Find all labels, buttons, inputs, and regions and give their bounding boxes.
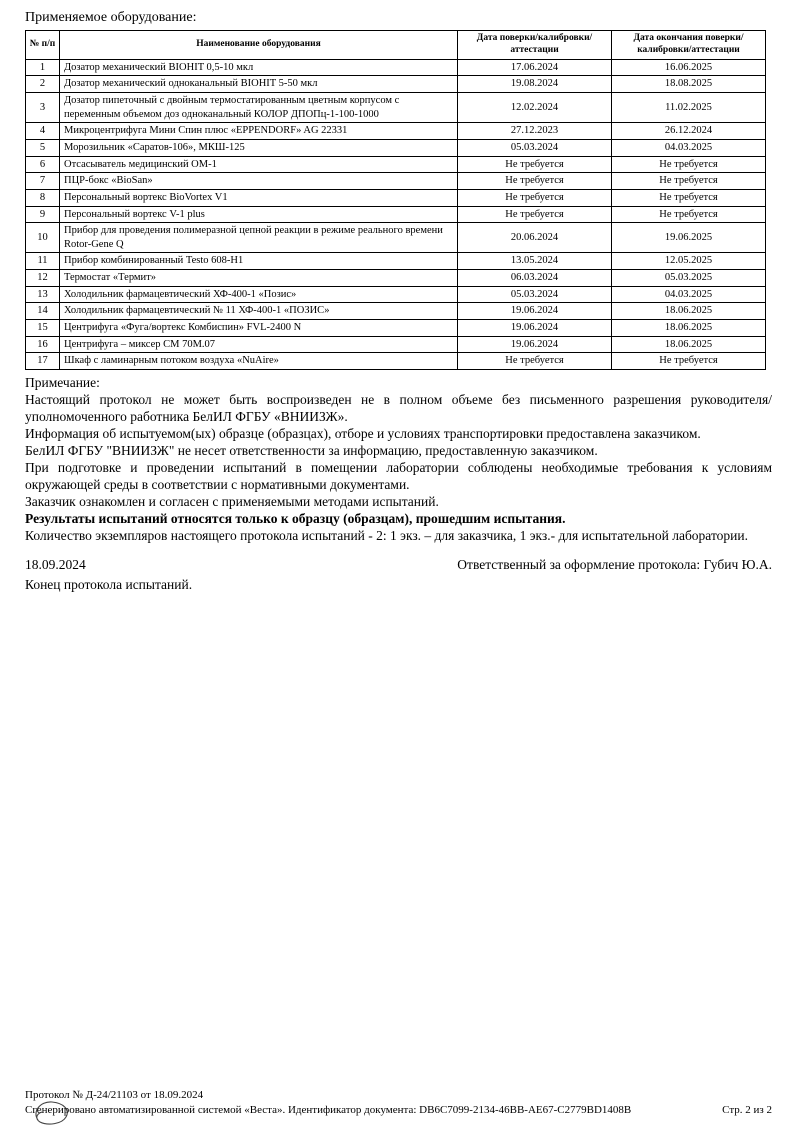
equipment-table-head — [26, 31, 766, 60]
row-number: 14 — [26, 303, 60, 320]
responsible-person: Ответственный за оформление протокола: Губич Ю.А. — [457, 556, 772, 572]
verification-date: 19.06.2024 — [458, 303, 612, 320]
row-number: 10 — [26, 223, 60, 253]
footer-protocol-number: Протокол № Д-24/21103 от 18.09.2024 — [25, 1089, 204, 1101]
equipment-name: Холодильник фармацевтический ХФ-400-1 «Позис» — [60, 286, 458, 303]
table-row — [26, 286, 766, 303]
table-row — [26, 123, 766, 140]
equipment-name: Дозатор механический BIOHIT 0,5-10 мкл — [60, 59, 458, 76]
equipment-name: Холодильник фармацевтический № 11 ХФ-400-1 «ПОЗИС» — [60, 303, 458, 320]
expiry-date: Не требуется — [612, 206, 766, 223]
row-number: 9 — [26, 206, 60, 223]
note-paragraph: Настоящий протокол не может быть воспроизведен не в полном объеме без письменного разрешения руководителя/уполномоченного работника БелИЛ ФГБУ «ВНИИЗЖ». — [25, 391, 772, 424]
header-row — [26, 31, 766, 60]
equipment-name: Морозильник «Саратов-106», МКШ-125 — [60, 139, 458, 156]
expiry-date: 12.05.2025 — [612, 253, 766, 270]
verification-date: 19.06.2024 — [458, 336, 612, 353]
row-number: 13 — [26, 286, 60, 303]
note-paragraph: БелИЛ ФГБУ "ВНИИЗЖ" не несет ответственности за информацию, предоставленную заказчиком. — [25, 442, 598, 458]
page-footer — [25, 1088, 772, 1118]
row-number: 1 — [26, 59, 60, 76]
expiry-date: 16.06.2025 — [612, 59, 766, 76]
expiry-date: 18.08.2025 — [612, 76, 766, 93]
equipment-name: Дозатор пипеточный с двойным термостатированным цветным корпусом с переменным объемом доз одноканальный КОЛОР ДПОПц-1-100-1000 — [60, 93, 458, 123]
table-row — [26, 189, 766, 206]
verification-date: Не требуется — [458, 206, 612, 223]
expiry-date: Не требуется — [612, 156, 766, 173]
header-number: № п/п — [26, 31, 60, 60]
equipment-name: ПЦР-бокс «BioSan» — [60, 173, 458, 190]
table-row — [26, 93, 766, 123]
verification-date: 27.12.2023 — [458, 123, 612, 140]
protocol-date: 18.09.2024 — [25, 556, 86, 572]
expiry-date: 04.03.2025 — [612, 286, 766, 303]
row-number: 5 — [26, 139, 60, 156]
row-number: 3 — [26, 93, 60, 123]
verification-date: 06.03.2024 — [458, 270, 612, 287]
expiry-date: 18.06.2025 — [612, 320, 766, 337]
expiry-date: 05.03.2025 — [612, 270, 766, 287]
row-number: 11 — [26, 253, 60, 270]
table-row — [26, 206, 766, 223]
equipment-name: Персональный вортекс BioVortex V1 — [60, 189, 458, 206]
section-title: Применяемое оборудование: — [25, 10, 197, 25]
signature-row — [25, 556, 772, 573]
equipment-name: Шкаф с ламинарным потоком воздуха «NuAire» — [60, 353, 458, 370]
header-equipment-name: Наименование оборудования — [60, 31, 458, 60]
expiry-date: 04.03.2025 — [612, 139, 766, 156]
table-row — [26, 59, 766, 76]
expiry-date: 18.06.2025 — [612, 303, 766, 320]
expiry-date: Не требуется — [612, 353, 766, 370]
header-expiry-date: Дата окончания поверки/калибровки/аттестации — [612, 31, 766, 60]
row-number: 4 — [26, 123, 60, 140]
equipment-name: Центрифуга «Фуга/вортекс Комбиспин» FVL-2400 N — [60, 320, 458, 337]
row-number: 2 — [26, 76, 60, 93]
table-row — [26, 303, 766, 320]
verification-date: 13.05.2024 — [458, 253, 612, 270]
row-number: 16 — [26, 336, 60, 353]
note-paragraph: Количество экземпляров настоящего протокола испытаний - 2: 1 экз. – для заказчика, 1 экз.- для испытательной лаборатории. — [25, 527, 748, 543]
table-row — [26, 336, 766, 353]
footer-bottom-row — [25, 1103, 772, 1118]
verification-date: 19.08.2024 — [458, 76, 612, 93]
row-number: 15 — [26, 320, 60, 337]
verification-date: 05.03.2024 — [458, 139, 612, 156]
table-row — [26, 253, 766, 270]
table-row — [26, 223, 766, 253]
note-paragraph: При подготовке и проведении испытаний в помещении лаборатории соблюдены необходимые требования к условиям окружающей среды в соответствии с нормативными документами. — [25, 459, 772, 492]
equipment-name: Дозатор механический одноканальный BIOHIT 5-50 мкл — [60, 76, 458, 93]
row-number: 7 — [26, 173, 60, 190]
footer-generated-id: Сгенерировано автоматизированной системой «Веста». Идентификатор документа: DB6C7099-2134-46BB-AE67-C2779BD1408B — [25, 1104, 632, 1116]
verification-date: Не требуется — [458, 173, 612, 190]
table-row — [26, 270, 766, 287]
equipment-name: Микроцентрифуга Мини Спин плюс «EPPENDORF» AG 22331 — [60, 123, 458, 140]
row-number: 12 — [26, 270, 60, 287]
note-paragraph: Заказчик ознакомлен и согласен с применяемыми методами испытаний. — [25, 493, 439, 509]
verification-date: 05.03.2024 — [458, 286, 612, 303]
expiry-date: 26.12.2024 — [612, 123, 766, 140]
table-row — [26, 139, 766, 156]
equipment-name: Прибор комбинированный Testo 608-H1 — [60, 253, 458, 270]
table-row — [26, 173, 766, 190]
expiry-date: 18.06.2025 — [612, 336, 766, 353]
notes-heading: Примечание: — [25, 374, 100, 390]
note-paragraph: Информация об испытуемом(ых) образце (образцах), отборе и условиях транспортировки предоставлена заказчиком. — [25, 425, 701, 441]
table-row — [26, 353, 766, 370]
table-row — [26, 156, 766, 173]
row-number: 8 — [26, 189, 60, 206]
row-number: 17 — [26, 353, 60, 370]
equipment-table-body — [26, 59, 766, 369]
table-row — [26, 76, 766, 93]
verification-date: 20.06.2024 — [458, 223, 612, 253]
expiry-date: 19.06.2025 — [612, 223, 766, 253]
expiry-date: Не требуется — [612, 189, 766, 206]
expiry-date: 11.02.2025 — [612, 93, 766, 123]
table-row — [26, 320, 766, 337]
verification-date: Не требуется — [458, 189, 612, 206]
equipment-name: Персональный вортекс V-1 plus — [60, 206, 458, 223]
verification-date: 17.06.2024 — [458, 59, 612, 76]
equipment-name: Прибор для проведения полимеразной цепной реакции в режиме реального времени Rotor-Gene Q — [60, 223, 458, 253]
verification-date: 19.06.2024 — [458, 320, 612, 337]
end-of-protocol: Конец протокола испытаний. — [25, 576, 193, 592]
note-paragraph-results: Результаты испытаний относятся только к образцу (образцам), прошедшим испытания. — [25, 510, 566, 526]
verification-date: Не требуется — [458, 156, 612, 173]
verification-date: Не требуется — [458, 353, 612, 370]
equipment-table — [25, 30, 766, 370]
row-number: 6 — [26, 156, 60, 173]
expiry-date: Не требуется — [612, 173, 766, 190]
equipment-name: Термостат «Термит» — [60, 270, 458, 287]
header-verification-date: Дата поверки/калибровки/аттестации — [458, 31, 612, 60]
equipment-name: Отсасыватель медицинский ОМ-1 — [60, 156, 458, 173]
verification-date: 12.02.2024 — [458, 93, 612, 123]
footer-page-number: Стр. 2 из 2 — [722, 1104, 772, 1116]
equipment-name: Центрифуга – миксер СМ 70М.07 — [60, 336, 458, 353]
